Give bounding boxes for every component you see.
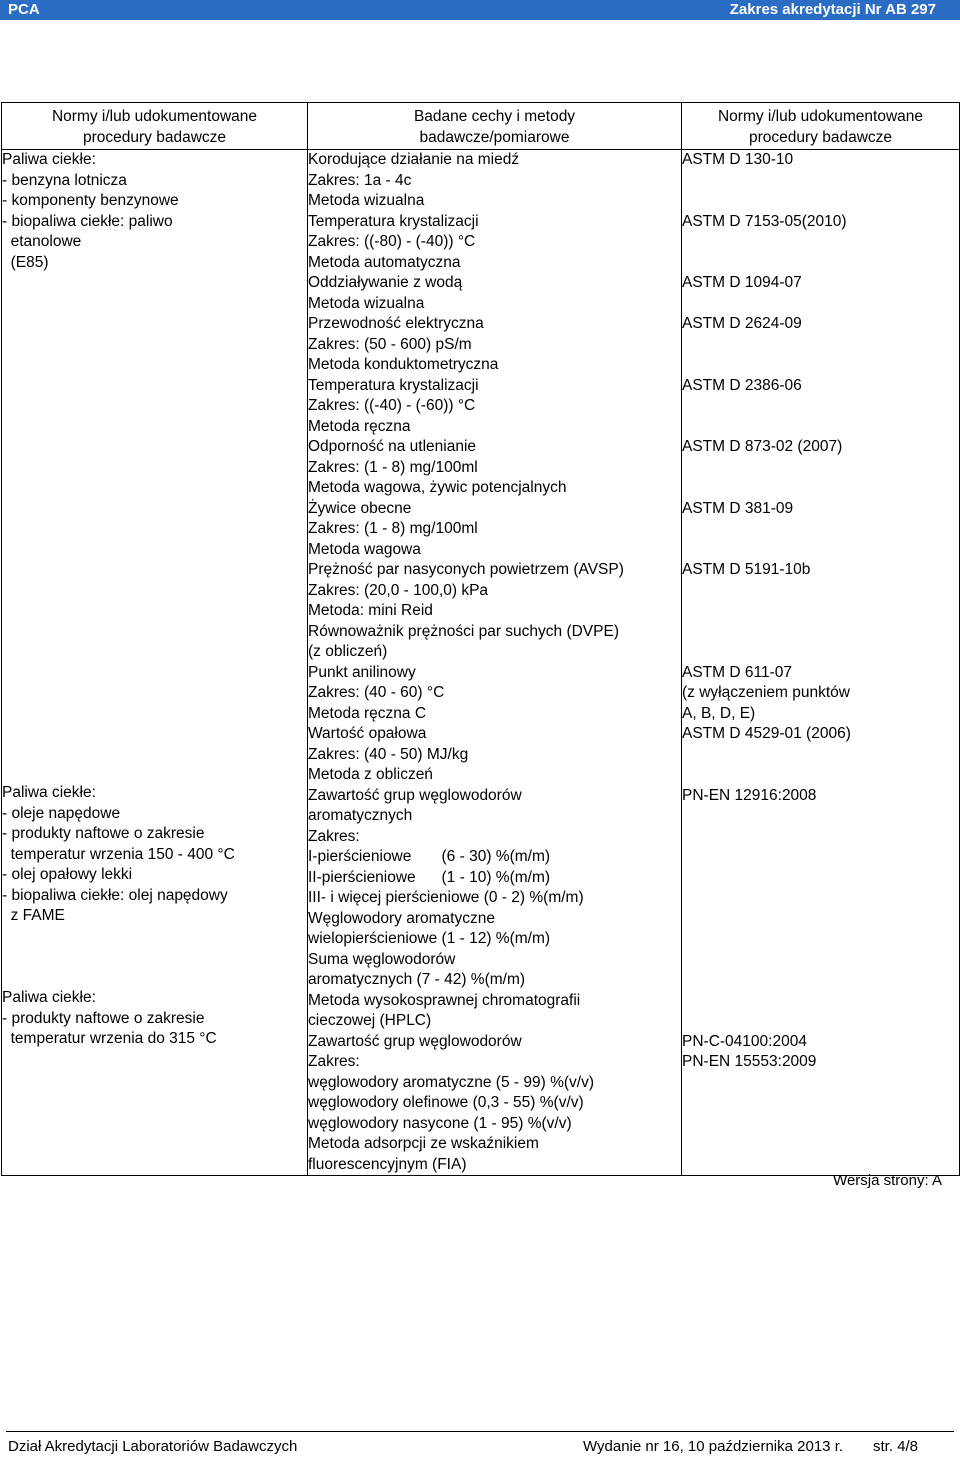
spacer [682, 1114, 959, 1135]
col3-header [682, 103, 960, 150]
method-line: Wartość opałowa [308, 725, 427, 742]
header-line: Badane cechy i metody [413, 108, 576, 125]
method-line: Zawartość grup węglowodorów [308, 1032, 522, 1050]
method-line: Zakres: (1 - 8) mg/100ml [308, 458, 478, 476]
method-block [308, 150, 681, 212]
spacer [682, 355, 959, 376]
method-line: Metoda automatyczna [308, 253, 461, 271]
spacer [682, 1073, 959, 1094]
spacer [682, 417, 959, 438]
method-line: Węglowodory aromatyczne [308, 909, 495, 927]
standard-block [682, 314, 959, 376]
method-line: Zakres: (20,0 - 100,0) kPa [308, 581, 489, 599]
standard-reference: ASTM D 1094-07 [682, 274, 802, 291]
method-block [308, 724, 681, 786]
method-line: Temperatura krystalizacji [308, 376, 479, 394]
spacer [682, 847, 959, 868]
product-line: - benzyna lotnicza [2, 171, 127, 189]
standard-reference: A, B, D, E) [682, 704, 756, 722]
spacer [682, 868, 959, 889]
standard-reference: ASTM D 130-10 [682, 151, 794, 168]
method-block [308, 376, 681, 438]
method-line: Metoda wagowa [308, 540, 421, 558]
standard-reference: PN-C-04100:2004 [682, 1032, 807, 1050]
spacer [682, 950, 959, 971]
method-block [308, 273, 681, 314]
method-line: I-pierścieniowe (6 - 30) %(m/m) [308, 848, 551, 865]
method-line: Metoda adsorpcji ze wskaźnikiem [308, 1135, 539, 1152]
method-block [308, 1032, 681, 1176]
page-version: Wersja strony: A [833, 1172, 942, 1189]
spacer [682, 232, 959, 253]
method-block [308, 212, 681, 274]
method-line: węglowodory olefinowe (0,3 - 55) %(v/v) [308, 1094, 584, 1111]
standard-block [682, 273, 959, 314]
standard-reference: PN-EN 15553:2009 [682, 1053, 817, 1070]
spacer [682, 622, 959, 643]
method-line: Odporność na utlenianie [308, 438, 477, 455]
col1-header [2, 103, 308, 150]
method-line: aromatycznych [308, 807, 413, 824]
product-line: Paliwa ciekłe: [2, 151, 96, 168]
method-line: Metoda ręczna [308, 417, 411, 435]
method-line: Zakres: (1 - 8) mg/100ml [308, 520, 478, 537]
product-line: - komponenty benzynowe [2, 192, 179, 209]
spacer [682, 191, 959, 212]
method-line: Zakres: [308, 827, 360, 845]
spacer [682, 519, 959, 540]
product-line: - produkty naftowe o zakresie [2, 1009, 205, 1027]
product-line: Paliwa ciekłe: [2, 989, 96, 1006]
spacer [682, 827, 959, 848]
method-line: Metoda wagowa, żywic potencjalnych [308, 479, 567, 496]
method-line: Metoda ręczna C [308, 704, 427, 722]
standards-cell [682, 150, 960, 1176]
spacer [682, 1134, 959, 1155]
method-line: węglowodory nasycone (1 - 95) %(v/v) [308, 1114, 572, 1132]
product-line: Paliwa ciekłe: [2, 784, 96, 801]
method-line: Zawartość grup węglowodorów [308, 786, 522, 804]
method-line: węglowodory aromatyczne (5 - 99) %(v/v) [308, 1073, 594, 1091]
footer-divider [6, 1431, 954, 1432]
method-line: Zakres: [308, 1053, 360, 1070]
spacer [682, 806, 959, 827]
product-line: temperatur wrzenia 150 - 400 °C [2, 845, 235, 863]
method-line: Oddziaływanie z wodą [308, 274, 463, 291]
standard-block [682, 376, 959, 438]
spacer [682, 478, 959, 499]
method-block [308, 786, 681, 1032]
standard-reference: ASTM D 2624-09 [682, 315, 802, 332]
method-line: Metoda konduktometryczna [308, 356, 499, 373]
standard-block [682, 663, 959, 725]
header-line: Normy i/lub udokumentowane [51, 108, 258, 125]
footer-page-number: str. 4/8 [873, 1438, 919, 1455]
method-line: II-pierścieniowe (1 - 10) %(m/m) [308, 868, 551, 886]
standard-block [682, 437, 959, 499]
product-line: - biopaliwa ciekłe: paliwo [2, 212, 173, 230]
method-line: wielopierścieniowe (1 - 12) %(m/m) [308, 930, 551, 947]
standard-reference: ASTM D 4529-01 (2006) [682, 725, 851, 742]
spacer [682, 581, 959, 602]
spacer [682, 929, 959, 950]
method-line: Metoda wizualna [308, 294, 425, 312]
method-line: Metoda wizualna [308, 192, 425, 209]
product-line: etanolowe [2, 233, 82, 250]
spacer [682, 601, 959, 622]
method-block [308, 499, 681, 561]
method-line: Temperatura krystalizacji [308, 212, 479, 230]
spacer [682, 991, 959, 1012]
product-line: temperatur wrzenia do 315 °C [2, 1030, 217, 1047]
standard-reference: ASTM D 7153-05(2010) [682, 212, 847, 230]
method-block [308, 560, 681, 663]
spacer [682, 396, 959, 417]
method-line: aromatycznych (7 - 42) %(m/m) [308, 971, 526, 988]
product-line: (E85) [2, 253, 49, 271]
standard-reference: (z wyłączeniem punktów [682, 684, 850, 701]
product-line: - produkty naftowe o zakresie [2, 825, 205, 842]
method-line: Zakres: (40 - 60) °C [308, 684, 445, 701]
header-line: procedury badawcze [748, 128, 893, 146]
method-line: Metoda wysokosprawnej chromatografii [308, 991, 581, 1009]
page-header-bar [0, 0, 960, 20]
product-cell [2, 150, 308, 1176]
standard-reference: ASTM D 611-07 [682, 663, 792, 681]
method-block [308, 314, 681, 376]
standard-block [682, 786, 959, 1032]
standard-reference: ASTM D 873-02 (2007) [682, 438, 843, 455]
col2-header [308, 103, 682, 150]
standard-block [682, 1032, 959, 1176]
spacer [682, 765, 959, 786]
standard-block [682, 212, 959, 274]
spacer [682, 888, 959, 909]
table-row [2, 150, 960, 1176]
product-line: - olej opałowy lekki [2, 866, 133, 883]
product-line: - biopaliwa ciekłe: olej napędowy [2, 886, 228, 904]
header-line: badawcze/pomiarowe [419, 128, 570, 146]
method-line: Metoda z obliczeń [308, 766, 433, 783]
spacer [682, 1011, 959, 1032]
standard-reference: PN-EN 12916:2008 [682, 786, 817, 804]
standard-block [682, 499, 959, 561]
header-line: Normy i/lub udokumentowane [717, 108, 924, 125]
method-line: Zakres: (40 - 50) MJ/kg [308, 745, 469, 763]
page-footer [0, 1431, 960, 1459]
method-line: (z obliczeń) [308, 643, 388, 660]
header-left: PCA [8, 1, 40, 18]
spacer [682, 458, 959, 479]
product-line: - oleje napędowe [2, 804, 121, 822]
method-block [308, 437, 681, 499]
standard-block [682, 150, 959, 212]
product-group [2, 150, 307, 783]
standard-block [682, 560, 959, 663]
product-group [2, 783, 307, 988]
standard-block [682, 724, 959, 786]
spacer [682, 171, 959, 192]
table-header-row [2, 103, 960, 150]
method-line: Prężność par nasyconych powietrzem (AVSP) [308, 561, 624, 578]
spacer [682, 909, 959, 930]
method-line: Przewodność elektryczna [308, 315, 484, 332]
method-block [308, 663, 681, 725]
header-line: procedury badawcze [82, 128, 227, 146]
method-line: III- i więcej pierścieniowe (0 - 2) %(m/m) [308, 889, 584, 906]
spacer [682, 745, 959, 766]
method-line: fluorescencyjnym (FIA) [308, 1155, 467, 1173]
spacer [682, 294, 959, 315]
spacer [682, 642, 959, 663]
spacer [682, 335, 959, 356]
standard-reference: ASTM D 381-09 [682, 499, 794, 517]
method-line: Metoda: mini Reid [308, 602, 433, 619]
product-line: z FAME [2, 907, 65, 924]
method-line: Korodujące działanie na miedź [308, 151, 520, 168]
method-line: Zakres: (50 - 600) pS/m [308, 335, 472, 353]
method-line: Punkt anilinowy [308, 663, 416, 681]
standard-reference: ASTM D 2386-06 [682, 376, 802, 394]
footer-department: Dział Akredytacji Laboratoriów Badawczych [8, 1438, 298, 1455]
spacer [682, 253, 959, 274]
standard-reference: ASTM D 5191-10b [682, 561, 811, 578]
footer-edition: Wydanie nr 16, 10 października 2013 r. [583, 1438, 844, 1455]
header-right: Zakres akredytacji Nr AB 297 [729, 1, 936, 18]
methods-cell [308, 150, 682, 1176]
method-line: Suma węglowodorów [308, 950, 456, 968]
method-line: cieczowej (HPLC) [308, 1012, 432, 1029]
method-line: Równoważnik prężności par suchych (DVPE) [308, 622, 619, 640]
method-line: Żywice obecne [308, 499, 412, 517]
accreditation-table [1, 102, 960, 1176]
spacer [682, 970, 959, 991]
method-line: Zakres: 1a - 4c [308, 171, 412, 189]
product-group [2, 988, 307, 1118]
method-line: Zakres: ((-80) - (-40)) °C [308, 233, 476, 250]
spacer [682, 540, 959, 561]
method-line: Zakres: ((-40) - (-60)) °C [308, 397, 476, 414]
spacer [682, 1093, 959, 1114]
